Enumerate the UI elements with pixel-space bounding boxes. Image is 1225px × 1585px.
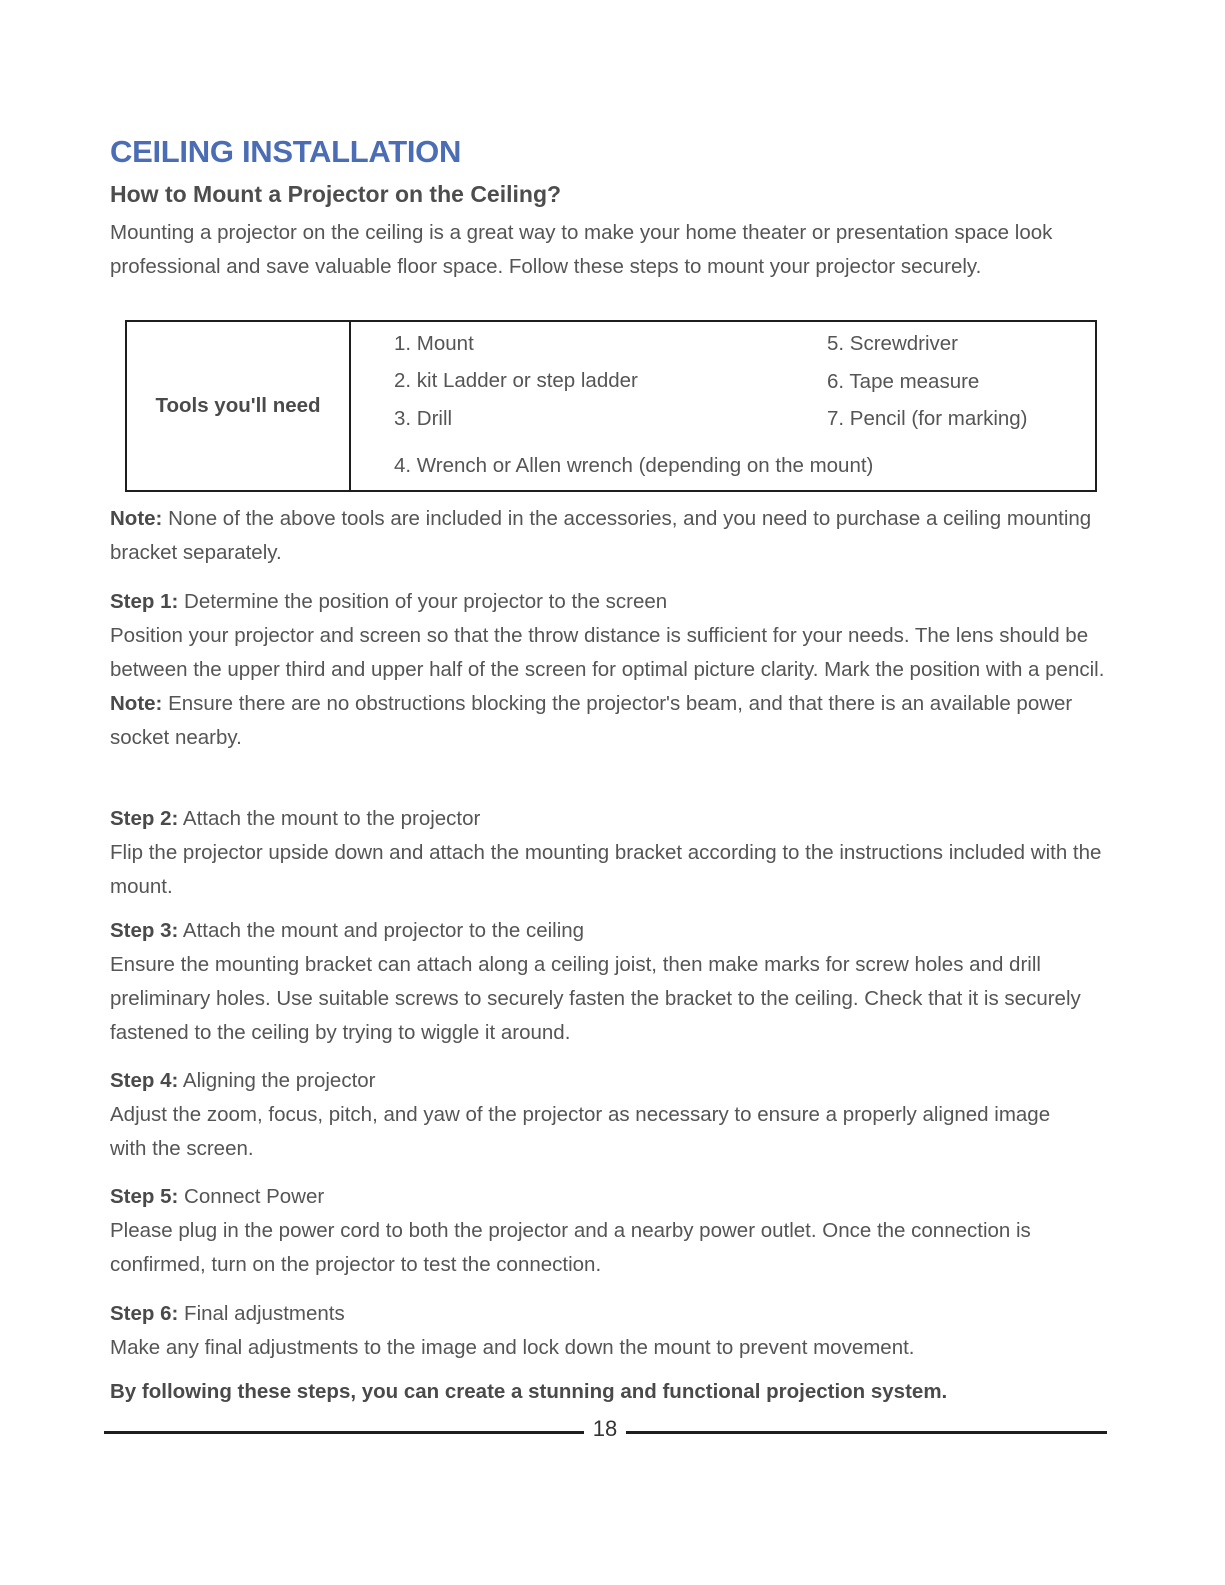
tools-note	[110, 502, 1100, 570]
tool-item: 3. Drill	[394, 407, 453, 430]
step-body: Adjust the zoom, focus, pitch, and yaw of the projector as necessary to ensure a properly aligned image with the screen.	[110, 1103, 1051, 1160]
step-title: Determine the position of your projector to the screen	[178, 590, 668, 613]
page-title: CEILING INSTALLATION	[110, 134, 462, 169]
step-label: Step 3:	[110, 919, 179, 942]
step-label: Step 1:	[110, 590, 179, 613]
step-title: Attach the mount and projector to the ceiling	[178, 919, 585, 942]
note-label: Note:	[110, 692, 163, 715]
tool-item: 1. Mount	[394, 332, 474, 355]
note-text: Ensure there are no obstructions blocking the projector's beam, and that there is an available power socket nearby.	[110, 692, 1073, 749]
step-title: Connect Power	[178, 1185, 325, 1208]
step-body: Make any final adjustments to the image and lock down the mount to prevent movement.	[110, 1336, 915, 1359]
step-title: Attach the mount to the projector	[178, 807, 481, 830]
closing-statement: By following these steps, you can create a stunning and functional projection system.	[110, 1380, 948, 1403]
tools-table	[125, 320, 1097, 492]
step-heading	[110, 585, 1130, 619]
step-body: Please plug in the power cord to both the projector and a nearby power outlet. Once the connection is confirmed, turn on the projector to test the connection.	[110, 1219, 1031, 1276]
step-heading	[110, 802, 1110, 836]
step-2	[110, 802, 1110, 904]
step-1	[110, 585, 1130, 755]
tool-item: 2. kit Ladder or step ladder	[394, 369, 638, 392]
step-note	[110, 687, 1130, 755]
tool-item: 5. Screwdriver	[827, 332, 959, 355]
step-heading	[110, 1064, 1070, 1098]
step-body: Flip the projector upside down and attach the mounting bracket according to the instructions included with the mount.	[110, 841, 1102, 898]
page-subtitle: How to Mount a Projector on the Ceiling?	[110, 181, 562, 207]
intro-paragraph: Mounting a projector on the ceiling is a great way to make your home theater or presentation space look professional and save valuable floor space. Follow these steps to mount your projector securely.	[110, 221, 1053, 278]
footer-rule-right	[626, 1431, 1107, 1434]
step-label: Step 4:	[110, 1069, 179, 1092]
step-title: Aligning the projector	[178, 1069, 376, 1092]
step-label: Step 6:	[110, 1302, 179, 1325]
page-number: 18	[592, 1416, 618, 1441]
step-6	[110, 1297, 1130, 1365]
page-footer	[104, 1416, 1107, 1450]
step-4	[110, 1064, 1070, 1166]
step-heading	[110, 1297, 1130, 1331]
step-heading	[110, 914, 1110, 948]
step-label: Step 2:	[110, 807, 179, 830]
tool-item: 7. Pencil (for marking)	[827, 407, 1028, 430]
tool-item: 6. Tape measure	[827, 370, 980, 393]
footer-rule-left	[104, 1431, 584, 1434]
step-body: Position your projector and screen so that the throw distance is sufficient for your needs. The lens should be between the upper third and upper half of the screen for optimal picture clarity. Mark the position with a pencil.	[110, 624, 1105, 681]
step-title: Final adjustments	[178, 1302, 345, 1325]
step-3	[110, 914, 1110, 1050]
step-5	[110, 1180, 1070, 1282]
step-heading	[110, 1180, 1070, 1214]
note-label: Note:	[110, 507, 163, 530]
tools-label: Tools you'll need	[127, 322, 351, 490]
step-body: Ensure the mounting bracket can attach along a ceiling joist, then make marks for screw holes and drill preliminary holes. Use suitable screws to securely fasten the bracket to the ceiling. Check that it is securely fastened to the ceiling by trying to wiggle it around.	[110, 953, 1081, 1044]
step-label: Step 5:	[110, 1185, 179, 1208]
tools-list	[351, 322, 1095, 490]
tool-item: 4. Wrench or Allen wrench (depending on the mount)	[394, 454, 874, 477]
note-text: None of the above tools are included in the accessories, and you need to purchase a ceiling mounting bracket separately.	[110, 507, 1092, 564]
